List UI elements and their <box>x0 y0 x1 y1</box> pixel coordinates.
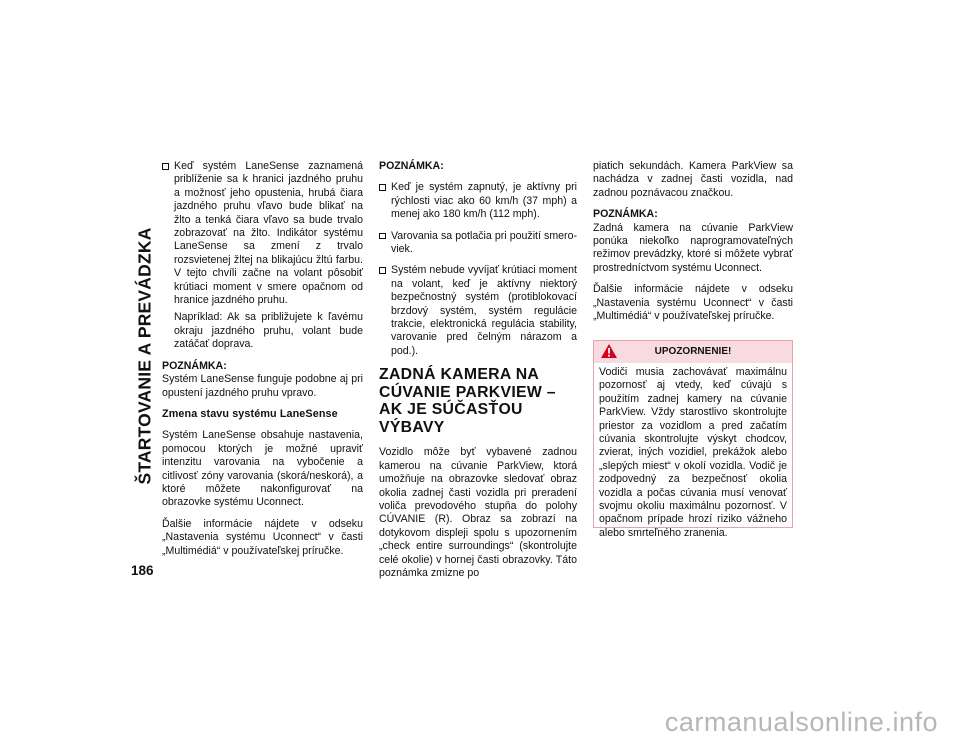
subsection-heading: Zmena stavu systému LaneSense <box>162 407 338 420</box>
section-side-title-text: ŠTARTOVANIE A PREVÁDZKA <box>134 226 155 485</box>
note-text: Zadná kamera na cúvanie ParkView ponúka niekoľko naprogramovateľných režimov prevádzky, ktoré si môžete vybrať prostredníctvom systému Uconnect. <box>593 221 793 274</box>
warning-header <box>594 341 792 363</box>
paragraph: Systém LaneSense obsahuje nastavenia, pomocou ktorých je možné upraviť intenzitu varovania na vybočenie a citlivosť zóny varovania (skorá/neskorá), a ktoré môžete nakonfigurovať na obrazovke systému Uconnect. <box>162 429 363 509</box>
section-side-title <box>131 168 159 543</box>
warning-title: UPOZORNENIE! <box>654 346 732 357</box>
section-heading: ZADNÁ KAMERA NA CÚVANIE PARKVIEW – AK JE SÚČASŤOU VÝBAVY <box>379 366 556 436</box>
note-label: POZNÁMKA: <box>593 208 658 221</box>
watermark: carmanualsonline.info <box>664 707 938 737</box>
list-item <box>379 181 577 221</box>
bullet-square-icon <box>379 233 386 240</box>
list-item-text: Keď systém LaneSense zaznamená priblíženie sa k hranici jazdného pruhu a možnosť jeho opustenia, hrubá čiara jazdného pruhu vľavo bude blikať na žlto a tenká čiara vľavo sa bude trvalo zobrazovať na žlto. Indikátor systému LaneSense sa zmení z trvalo rozsvietenej žltej na blikajúcu žltú farbu. V tejto chvíli začne na volant pôsobiť krútiaci moment v smere opačnom od hranice jazdného pruhu. <box>174 160 363 307</box>
warning-text: Vodiči musia zachovávať maximálnu pozornosť aj vtedy, keď cúvajú s použitím zadnej kamery na cúvanie ParkView. Vždy starostlivo skontrolujte priestor za vozidlom a pred začatím cúvania skontrolujte výskyt chodcov, zvierat, iných vozidiel, prekážok alebo „slepých miest“ v okolí vozidla. Vodič je zodpovedný za bezpečnosť okolia vozidla a počas cúvania musí venovať svojmu okoliu maximálnu pozornosť. V opačnom prípade hrozí riziko vážneho alebo smrteľného zranenia. <box>599 366 787 539</box>
paragraph: Vozidlo môže byť vybavené zadnou kamerou na cúvanie ParkView, ktorá umožňuje na obrazovke sledovať obraz okolia zadnej časti vozidla pri preradení voliča prevodového stupňa do polohy CÚVANIE (R). Obraz sa zobrazí na dotykovom displeji spolu s upozornením „check entire surroundings“ (skontrolujte celé okolie) v hornej časti obrazovky. Táto poznámka zmizne po <box>379 446 577 579</box>
note-text: Systém LaneSense funguje podobne aj pri opustení jazdného pruhu vpravo. <box>162 373 363 399</box>
column-2 <box>379 160 577 588</box>
list-item <box>379 264 577 358</box>
column-1 <box>162 160 363 566</box>
page-number: 186 <box>131 563 154 578</box>
list-item <box>162 160 363 307</box>
list-item <box>379 230 577 257</box>
list-item-text: Keď je systém zapnutý, je aktívny pri rýchlosti viac ako 60 km/h (37 mph) a menej ako 180 km/h (112 mph). <box>391 181 577 221</box>
bullet-square-icon <box>162 163 169 170</box>
paragraph: piatich sekundách. Kamera ParkView sa nachádza v zadnej časti vozidla, nad zadnou poznávacou značkou. <box>593 160 793 199</box>
bullet-square-icon <box>379 267 386 274</box>
paragraph: Ďalšie informácie nájdete v odseku „Nastavenia systému Uconnect“ v časti „Multimédiá“ v používateľskej príručke. <box>162 517 363 557</box>
example-paragraph: Napríklad: Ak sa približujete k ľavému okraju jazdného pruhu, volant bude zatáčať doprava. <box>174 311 363 351</box>
column-3 <box>593 160 793 331</box>
bullet-square-icon <box>379 184 386 191</box>
note-label: POZNÁMKA: <box>379 160 444 172</box>
list-item-text: Systém nebude vyvíjať krútiaci moment na volant, keď je aktívny niektorý bezpečnostný systém (protiblokovací brzdový systém, systém regulácie trakcie, elektronická regulácia stability, varovanie pred čelným nárazom a pod.). <box>391 264 577 357</box>
warning-box <box>593 340 793 539</box>
paragraph: Ďalšie informácie nájdete v odseku „Nastavenia systému Uconnect“ v časti „Multimédiá“ v používateľskej príručke. <box>593 283 793 323</box>
note-label: POZNÁMKA: <box>162 359 227 372</box>
list-item-text: Varovania sa potlačia pri použití smeroviek. <box>391 229 577 256</box>
